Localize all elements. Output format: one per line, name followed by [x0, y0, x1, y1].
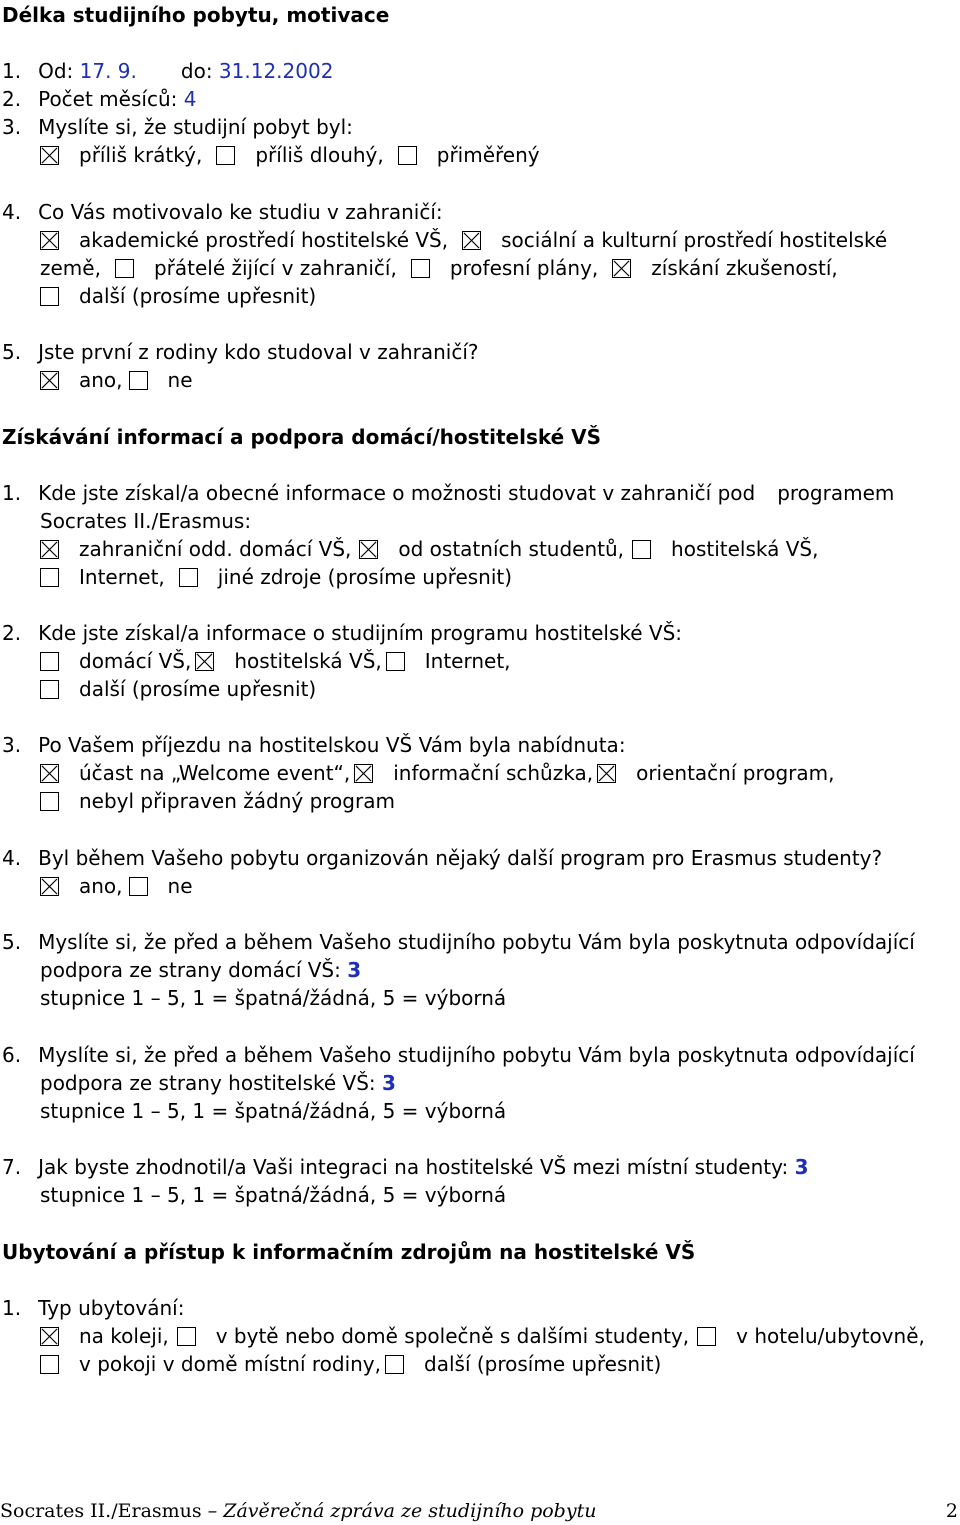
q-label-cont: podpora ze strany hostitelské VŠ: — [40, 1071, 376, 1095]
checkbox-empty[interactable] — [40, 568, 59, 587]
q-label-end: programem — [777, 481, 895, 505]
option-label: orientační program, — [636, 761, 835, 785]
option-label: ano, — [79, 874, 123, 898]
q-stay-months — [2, 87, 196, 111]
q-number: 4. — [2, 846, 22, 870]
option-label: na koleji, — [79, 1324, 169, 1348]
q-number: 1. — [2, 481, 22, 505]
option-label: přátelé žijící v zahraničí, — [153, 256, 397, 280]
option-label: akademické prostředí hostitelské VŠ, — [79, 228, 449, 252]
q-general-info-cont: Socrates II./Erasmus: — [40, 509, 252, 533]
rating-value: 3 — [794, 1155, 809, 1179]
q-number: 5. — [2, 930, 22, 954]
checkbox-empty[interactable] — [40, 680, 59, 699]
checkbox-empty[interactable] — [398, 146, 417, 165]
option-label: hostitelská VŠ, — [671, 537, 819, 561]
q-label: Jste první z rodiny kdo studoval v zahraničí? — [38, 340, 479, 364]
option-label: příliš dlouhý, — [255, 143, 384, 167]
option-label: v pokoji v domě místní rodiny, — [79, 1352, 382, 1376]
motivation-options-line2 — [40, 256, 838, 280]
checkbox-empty[interactable] — [216, 146, 235, 165]
extra-program-options — [40, 874, 193, 898]
page-number: 2 — [945, 1500, 958, 1522]
q-home-support — [2, 930, 915, 954]
q-label: Byl během Vašeho pobytu organizován nějaký další program pro Erasmus studenty? — [38, 846, 883, 870]
section-heading-stay: Délka studijního pobytu, motivace — [2, 3, 390, 27]
q-program-info — [2, 621, 682, 645]
checkbox-empty[interactable] — [40, 652, 59, 671]
q-stay-dates — [2, 59, 333, 83]
option-label: nebyl připraven žádný program — [79, 789, 395, 813]
months-value: 4 — [183, 87, 197, 111]
checkbox-checked[interactable] — [462, 231, 481, 250]
checkbox-empty[interactable] — [129, 371, 148, 390]
checkbox-empty[interactable] — [632, 540, 651, 559]
option-label: další (prosíme upřesnit) — [424, 1352, 662, 1376]
checkbox-empty[interactable] — [40, 792, 59, 811]
option-label: další (prosíme upřesnit) — [79, 284, 317, 308]
to-label: do: — [180, 59, 213, 83]
option-label: informační schůzka, — [393, 761, 594, 785]
checkbox-empty[interactable] — [129, 877, 148, 896]
q-home-support-cont — [40, 958, 361, 982]
checkbox-empty[interactable] — [386, 652, 405, 671]
first-in-family-options — [40, 368, 193, 392]
rating-scale: stupnice 1 – 5, 1 = špatná/žádná, 5 = výborná — [40, 986, 507, 1010]
footer-title: Socrates II./Erasmus – Závěrečná zpráva ze studijního pobytu — [0, 1500, 597, 1522]
q-arrival-program — [2, 733, 626, 757]
q-number: 2. — [2, 621, 22, 645]
q-first-in-family — [2, 340, 479, 364]
option-label: Internet, — [79, 565, 165, 589]
program-info-options-line2 — [40, 677, 316, 701]
option-label: další (prosíme upřesnit) — [79, 677, 317, 701]
q-label: Typ ubytování: — [38, 1296, 185, 1320]
checkbox-checked[interactable] — [40, 371, 59, 390]
checkbox-empty[interactable] — [177, 1327, 196, 1346]
checkbox-empty[interactable] — [697, 1327, 716, 1346]
q-label-cont: podpora ze strany domácí VŠ: — [40, 958, 341, 982]
q-label: Co Vás motivovalo ke studiu v zahraničí: — [38, 200, 443, 224]
option-label: přiměřený — [436, 143, 540, 167]
option-label: sociální a kulturní prostředí hostitelské — [501, 228, 888, 252]
q-label: Myslíte si, že před a během Vašeho studijního pobytu Vám byla poskytnuta odpovídající — [38, 1043, 915, 1067]
q-host-support — [2, 1043, 915, 1067]
general-info-options-line1 — [40, 537, 818, 561]
arrival-program-options-line2 — [40, 789, 395, 813]
page-footer — [0, 1500, 960, 1524]
checkbox-checked[interactable] — [40, 764, 59, 783]
q-number: 6. — [2, 1043, 22, 1067]
checkbox-checked[interactable] — [612, 259, 631, 278]
option-label: ne — [167, 368, 193, 392]
option-label: jiné zdroje (prosíme upřesnit) — [217, 565, 513, 589]
arrival-program-options-line1 — [40, 761, 835, 785]
option-label: ne — [167, 874, 193, 898]
from-label: Od: — [38, 59, 74, 83]
stay-length-options — [40, 143, 540, 167]
checkbox-checked[interactable] — [40, 540, 59, 559]
checkbox-empty[interactable] — [385, 1355, 404, 1374]
program-info-options-line1 — [40, 649, 511, 673]
q-host-support-cont — [40, 1071, 396, 1095]
option-label: v bytě nebo domě společně s dalšími studenty, — [215, 1324, 690, 1348]
option-label: zahraniční odd. domácí VŠ, — [79, 537, 352, 561]
q-motivation — [2, 200, 443, 224]
housing-options-line2 — [40, 1352, 661, 1376]
checkbox-checked[interactable] — [40, 1327, 59, 1346]
option-label: ano, — [79, 368, 123, 392]
rating-scale: stupnice 1 – 5, 1 = špatná/žádná, 5 = výborná — [40, 1183, 507, 1207]
housing-options-line1 — [40, 1324, 925, 1348]
q-stay-length — [2, 115, 353, 139]
q-general-info — [2, 481, 894, 505]
checkbox-checked[interactable] — [40, 146, 59, 165]
rating-scale: stupnice 1 – 5, 1 = špatná/žádná, 5 = výborná — [40, 1099, 507, 1123]
general-info-options-line2 — [40, 565, 512, 589]
q-number: 3. — [2, 115, 22, 139]
motivation-options-line3 — [40, 284, 316, 308]
q-number: 4. — [2, 200, 22, 224]
rating-value: 3 — [347, 958, 362, 982]
checkbox-checked[interactable] — [195, 652, 214, 671]
option-label: získání zkušeností, — [651, 256, 838, 280]
option-label: domácí VŠ, — [79, 649, 192, 673]
option-label: hostitelská VŠ, — [234, 649, 382, 673]
checkbox-empty[interactable] — [411, 259, 430, 278]
q-housing-type — [2, 1296, 184, 1320]
checkbox-checked[interactable] — [354, 764, 373, 783]
from-date-value: 17. 9. — [79, 59, 137, 83]
to-date-value: 31.12.2002 — [218, 59, 334, 83]
rating-value: 3 — [382, 1071, 396, 1095]
option-label: účast na „Welcome event“, — [79, 761, 351, 785]
q-extra-program — [2, 846, 882, 870]
checkbox-checked[interactable] — [597, 764, 616, 783]
checkbox-empty[interactable] — [40, 287, 59, 306]
option-label: od ostatních studentů, — [398, 537, 625, 561]
option-label: v hotelu/ubytovně, — [736, 1324, 925, 1348]
motivation-options-line1 — [40, 228, 887, 252]
section-heading-info: Získávání informací a podpora domácí/hostitelské VŠ — [2, 425, 602, 449]
option-label: příliš krátký, — [79, 143, 203, 167]
checkbox-checked[interactable] — [40, 877, 59, 896]
section-heading-housing: Ubytování a přístup k informačním zdrojům na hostitelské VŠ — [2, 1240, 696, 1264]
q-number: 3. — [2, 733, 22, 757]
q-label: Jak byste zhodnotil/a Vaši integraci na hostitelské VŠ mezi místní studenty: — [38, 1155, 789, 1179]
option-label-cont: země, — [40, 256, 101, 280]
q-number: 5. — [2, 340, 22, 364]
checkbox-checked[interactable] — [40, 231, 59, 250]
q-label: Myslíte si, že studijní pobyt byl: — [38, 115, 353, 139]
q-label: Po Vašem příjezdu na hostitelskou VŠ Vám byla nabídnuta: — [38, 733, 626, 757]
checkbox-empty[interactable] — [40, 1355, 59, 1374]
q-label: Myslíte si, že před a během Vašeho studijního pobytu Vám byla poskytnuta odpovídající — [38, 930, 915, 954]
q-integration — [2, 1155, 809, 1179]
checkbox-empty[interactable] — [115, 259, 134, 278]
q-label: Kde jste získal/a informace o studijním programu hostitelské VŠ: — [38, 621, 683, 645]
months-label: Počet měsíců: — [38, 87, 178, 111]
q-number: 7. — [2, 1155, 22, 1179]
q-number: 1. — [2, 1296, 22, 1320]
q-number: 1. — [2, 59, 22, 83]
option-label: Internet, — [424, 649, 511, 673]
q-label: Kde jste získal/a obecné informace o možnosti studovat v zahraničí pod — [38, 481, 756, 505]
option-label: profesní plány, — [449, 256, 599, 280]
q-number: 2. — [2, 87, 22, 111]
checkbox-empty[interactable] — [179, 568, 198, 587]
checkbox-checked[interactable] — [359, 540, 378, 559]
